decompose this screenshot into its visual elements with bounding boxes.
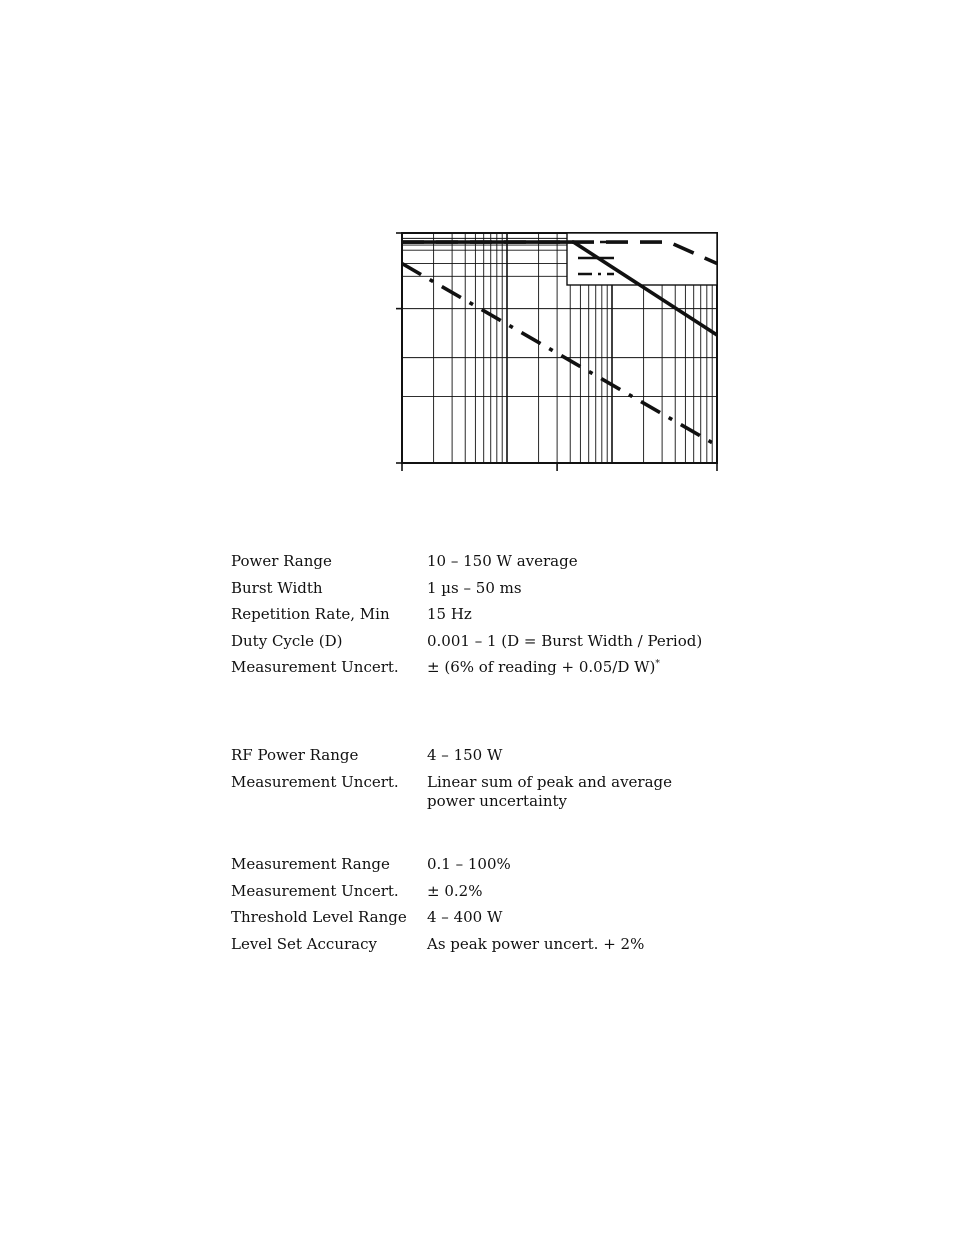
duty-cycle-chart <box>0 0 954 520</box>
footnote-mark: * <box>655 659 660 669</box>
spec-label: Measurement Uncert. <box>231 881 399 900</box>
spec-value: 1 µs – 50 ms <box>427 578 522 597</box>
spec-value: Linear sum of peak and average power uncertainty <box>427 772 673 810</box>
spec-row <box>231 552 727 571</box>
spec-label: Level Set Accuracy <box>231 934 377 953</box>
spec-row <box>231 855 727 874</box>
spec-row <box>231 935 727 954</box>
spec-row <box>231 658 727 677</box>
spec-value: 0.001 – 1 (D = Burst Width / Period) <box>427 631 703 650</box>
spec-row <box>231 605 727 624</box>
specs-group-a <box>231 552 727 685</box>
spec-value: ± 0.2% <box>427 881 483 900</box>
spec-label: RF Power Range <box>231 746 359 764</box>
spec-row <box>231 882 727 901</box>
spec-value: 4 – 400 W <box>427 908 503 926</box>
spec-value: As peak power uncert. + 2% <box>427 934 645 953</box>
spec-value: 10 – 150 W average <box>427 552 578 570</box>
spec-label: Duty Cycle (D) <box>231 631 343 650</box>
spec-value: 4 – 150 W <box>427 746 503 764</box>
spec-row <box>231 579 727 598</box>
specs-group-c <box>231 855 727 961</box>
spec-value <box>427 658 727 677</box>
spec-label: Repetition Rate, Min <box>231 605 390 623</box>
spec-label: Measurement Uncert. <box>231 772 399 791</box>
spec-label: Measurement Range <box>231 855 390 873</box>
series-line-dash-dot <box>402 264 717 446</box>
spec-value: 0.1 – 100% <box>427 855 511 873</box>
spec-row <box>231 746 727 765</box>
spec-label: Burst Width <box>231 578 323 597</box>
spec-value-text: ± (6% of reading + 0.05/D W) <box>427 658 656 676</box>
spec-label: Threshold Level Range <box>231 908 407 926</box>
specs-group-b <box>231 746 727 818</box>
spec-row <box>231 773 727 811</box>
spec-label: Measurement Uncert. <box>231 658 399 676</box>
spec-value: 15 Hz <box>427 605 472 623</box>
spec-row <box>231 632 727 651</box>
spec-row <box>231 908 727 927</box>
spec-label: Power Range <box>231 552 332 570</box>
